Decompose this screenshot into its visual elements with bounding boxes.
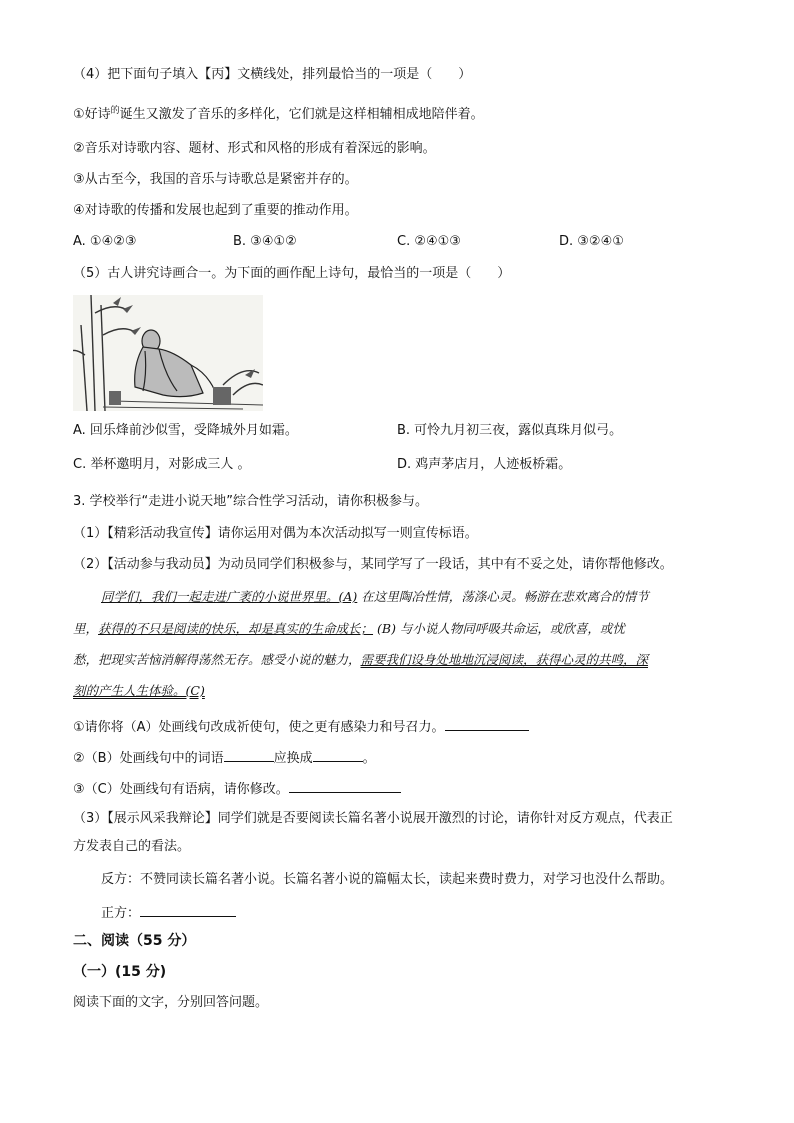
q3-sub-2 [73,747,376,768]
q3-sub-2-text: ②（B）处画线句中的词语 [73,751,224,766]
section-heading: 二、阅读（55 分） [73,933,196,949]
pro-side-label: 正方： [101,906,141,921]
q4-sentence-2: ②音乐对诗歌内容、题材、形式和风格的形成有着深远的影响。 [73,141,436,156]
q5-option-b[interactable]: B. 可怜九月初三夜，露似真珠月似弓。 [397,423,623,438]
q5-option-c[interactable]: C. 举杯邀明月，对影成三人 。 [73,457,251,472]
q3-intro: 3. 学校举行“走进小说天地”综合性学习活动，请你积极参与。 [73,494,429,509]
q4-option-b[interactable]: B. ③④①② [233,234,297,249]
q3-sub-3 [73,778,401,799]
q4-s1-pre: ①好诗 [73,107,111,122]
q4-option-a[interactable]: A. ①④②③ [73,234,137,249]
subsection-heading: （一）(15 分) [73,964,167,980]
con-side: 反方：不赞同读长篇名著小说。长篇名著小说的篇幅太长，读起来费时费力，对学习也没什么帮助。 [101,872,674,887]
q3-sub-3-text: ③（C）处画线句有语病，请你修改。 [73,782,289,797]
q4-stem: （4）把下面句子填入【丙】文横线处，排列最恰当的一项是（ ） [73,67,472,82]
painting-illustration [73,295,263,411]
q4-sentence-4: ④对诗歌的传播和发展也起到了重要的推动作用。 [73,203,358,218]
underlined-sentence-a: 同学们，我们一起走进广袤的小说世界里。(A) [101,589,358,604]
q3-sub-1 [73,716,529,737]
handwritten-text: 在这里陶冶性情，荡涤心灵。畅游在悲欢离合的情节 [357,589,649,604]
handwritten-line-2 [73,620,625,638]
q3-sub-2-text: 。 [362,751,376,766]
q3-part-3: （3）【展示风采我辩论】同学们就是否要阅读长篇名著小说展开激烈的讨论，请你针对反方观点，代表正 [73,811,673,826]
q3-part-1: （1）【精彩活动我宣传】请你运用对偶为本次活动拟写一则宣传标语。 [73,526,478,541]
answer-blank[interactable] [140,902,236,917]
underlined-sentence-b: 获得的不只是阅读的快乐，却是真实的生命成长； [98,621,374,636]
answer-blank[interactable] [224,747,274,762]
handwritten-text: (B) 与小说人物同呼吸共命运，或欣喜，或忧 [373,621,625,636]
q4-s1-post: 诞生又激发了音乐的多样化，它们就是这样相辅相成地陪伴着。 [119,107,484,122]
q5-stem: （5）古人讲究诗画合一。为下面的画作配上诗句，最恰当的一项是（ ） [73,266,511,281]
q4-sentence-3: ③从古至今，我国的音乐与诗歌总是紧密并存的。 [73,172,358,187]
q5-option-d[interactable]: D. 鸡声茅店月，人迹板桥霜。 [397,457,572,472]
handwritten-line-1 [101,588,649,606]
q4-s1-sup: 的 [110,106,120,116]
q5-option-a[interactable]: A. 回乐烽前沙似雪，受降城外月如霜。 [73,423,298,438]
handwritten-text: 里， [73,621,99,636]
underlined-sentence-c: 需要我们设身处地地沉浸阅读，获得心灵的共鸣，深 [360,652,649,667]
answer-blank[interactable] [289,778,401,793]
q4-option-c[interactable]: C. ②④①③ [397,234,461,249]
q3-sub-1-text: ①请你将（A）处画线句改成祈使句，使之更有感染力和号召力。 [73,720,445,735]
q3-part-2: （2）【活动参与我动员】为动员同学们积极参与，某同学写了一段话，其中有不妥之处，请你帮他修改。 [73,557,673,572]
underlined-sentence-c-end: 刻的产生人生体验。(C) [73,683,205,698]
handwritten-line-4 [73,682,205,700]
q4-sentence-1 [73,106,484,125]
pro-side [101,902,236,923]
handwritten-line-3 [73,651,648,669]
answer-blank[interactable] [313,747,363,762]
q3-sub-2-text: 应换成 [273,751,313,766]
reading-instruction: 阅读下面的文字，分别回答问题。 [73,995,269,1010]
q3-part-3-cont: 方发表自己的看法。 [73,839,191,854]
q4-option-d[interactable]: D. ③②④① [559,234,624,249]
answer-blank[interactable] [445,716,529,731]
handwritten-text: 愁，把现实苦恼消解得荡然无存。感受小说的魅力， [73,652,361,667]
